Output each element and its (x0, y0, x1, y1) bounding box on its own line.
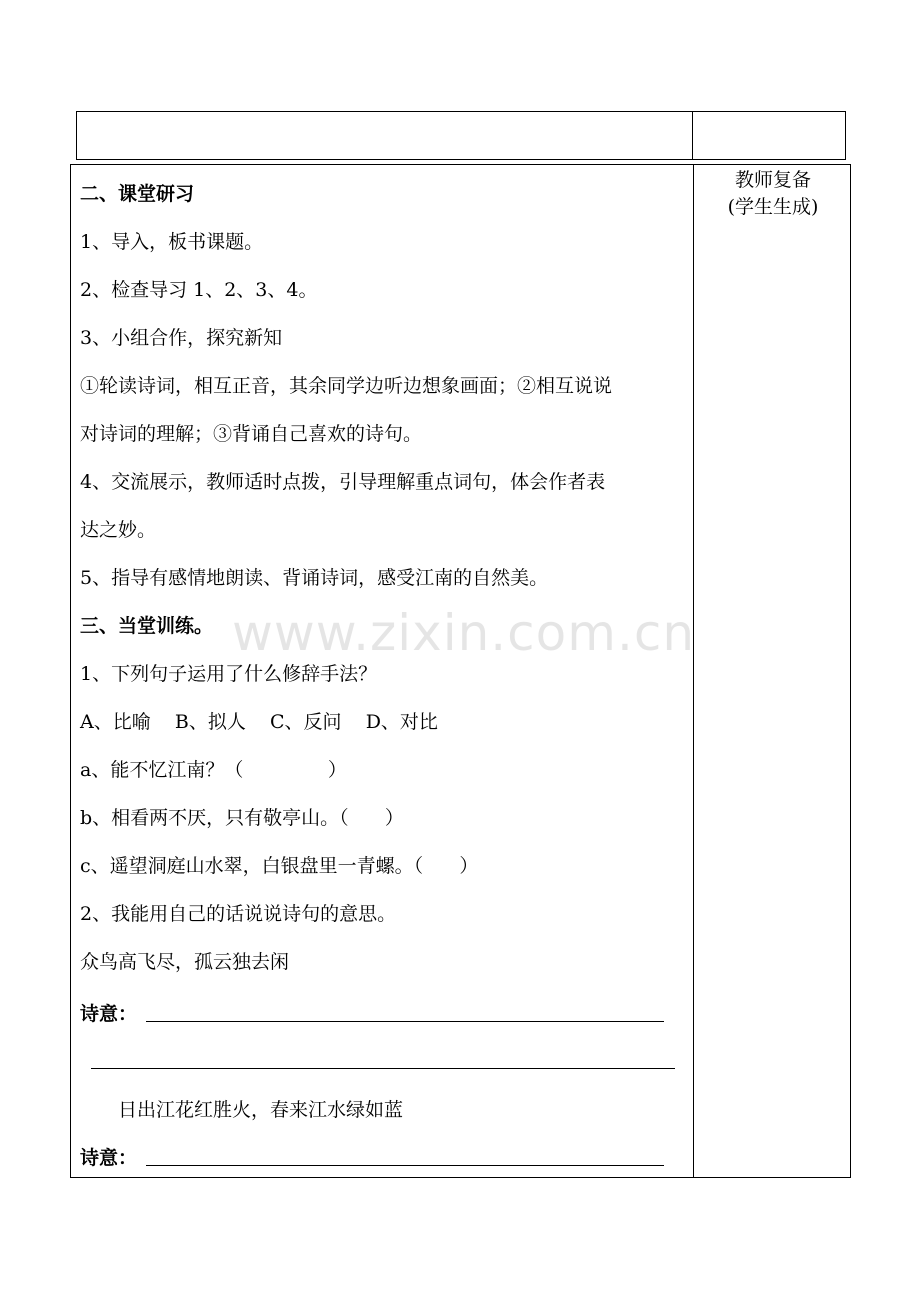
step-3-detail-line2: 对诗词的理解；③背诵自己喜欢的诗句。 (80, 423, 423, 445)
lesson-table-divider (693, 165, 694, 1177)
step-4-line1: 4、交流展示，教师适时点拨，引导理解重点词句，体会作者表 (80, 471, 606, 493)
question-1-a: a、能不忆江南？（ ） (80, 759, 347, 781)
watermark: www.zixin.com.cn (232, 604, 696, 662)
step-2: 2、检查导习 1、2、3、4。 (80, 279, 318, 301)
teacher-review-column (695, 167, 851, 221)
question-2: 2、我能用自己的话说说诗句的意思。 (80, 903, 397, 925)
side-note-line2: (学生生成) (727, 196, 819, 218)
meaning-label-2: 诗意： (80, 1147, 138, 1169)
question-1-c: c、遥望洞庭山水翠，白银盘里一青螺。（ ） (80, 855, 479, 877)
step-1: 1、导入，板书课题。 (80, 231, 264, 253)
side-note-line1: 教师复备 (734, 169, 811, 191)
poem-line-2: 日出江花红胜火，春来江水绿如蓝 (118, 1099, 404, 1121)
header-table (76, 111, 846, 160)
meaning-answer-line-2 (91, 1068, 675, 1069)
meaning-answer-line-1 (146, 1021, 664, 1022)
meaning-label-1: 诗意： (80, 1003, 138, 1025)
step-4-line2: 达之妙。 (80, 519, 157, 541)
step-3: 3、小组合作，探究新知 (80, 327, 283, 349)
section-title-classroom-study: 二、课堂研习 (80, 183, 195, 205)
lesson-table (70, 164, 851, 1178)
step-5: 5、指导有感情地朗读、背诵诗词，感受江南的自然美。 (80, 567, 549, 589)
section-title-practice: 三、当堂训练。 (80, 615, 214, 637)
step-3-detail-line1: ①轮读诗词，相互正音，其余同学边听边想象画面；②相互说说 (80, 375, 613, 397)
question-1: 1、下列句子运用了什么修辞手法？ (80, 663, 378, 685)
header-table-divider (692, 112, 693, 159)
question-1-b: b、相看两不厌，只有敬亭山。（ ） (80, 807, 404, 829)
poem-line-1: 众鸟高飞尽，孤云独去闲 (80, 951, 290, 973)
meaning-answer-line-3 (146, 1165, 664, 1166)
question-1-options: A、比喻 B、拟人 C、反问 D、对比 (80, 711, 438, 733)
